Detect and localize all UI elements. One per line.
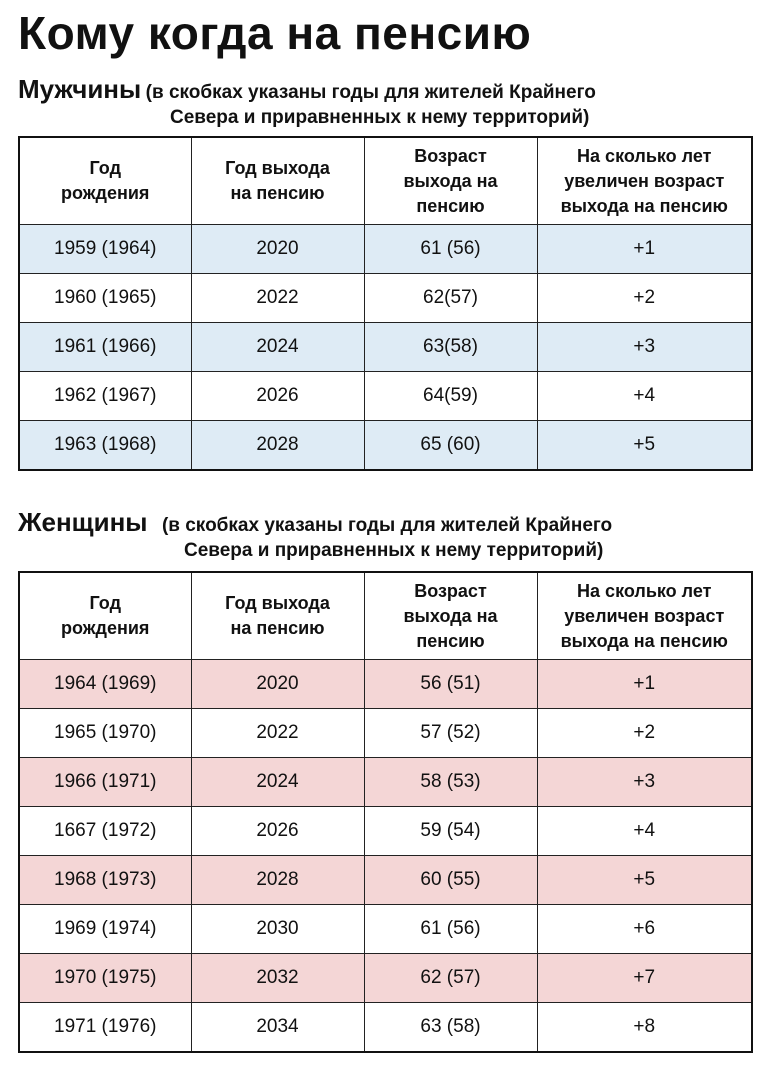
table-row — [19, 225, 752, 274]
birth-year-cell: 1964 (1969) — [19, 660, 191, 709]
table-row — [19, 274, 752, 323]
birth-year-cell: 1966 (1971) — [19, 758, 191, 807]
birth-year-cell: 1667 (1972) — [19, 807, 191, 856]
birth-year-cell: 1968 (1973) — [19, 856, 191, 905]
age-increase-cell: +5 — [537, 421, 752, 471]
retirement-year-cell: 2020 — [191, 660, 364, 709]
retirement-year-cell: 2030 — [191, 905, 364, 954]
women-section-heading — [18, 507, 612, 563]
table-header-row — [19, 137, 752, 225]
birth-year-cell: 1965 (1970) — [19, 709, 191, 758]
birth-year-cell: 1960 (1965) — [19, 274, 191, 323]
header-retirement-age: Возраст выхода на пенсию — [364, 137, 537, 225]
retirement-age-cell: 63(58) — [364, 323, 537, 372]
table-row — [19, 709, 752, 758]
age-increase-cell: +7 — [537, 954, 752, 1003]
retirement-age-cell: 64(59) — [364, 372, 537, 421]
retirement-age-cell: 65 (60) — [364, 421, 537, 471]
retirement-age-cell: 56 (51) — [364, 660, 537, 709]
retirement-age-cell: 62 (57) — [364, 954, 537, 1003]
birth-year-cell: 1971 (1976) — [19, 1003, 191, 1053]
women-note-line2: Севера и приравненных к нему территорий) — [184, 540, 604, 561]
age-increase-cell: +1 — [537, 660, 752, 709]
retirement-age-cell: 59 (54) — [364, 807, 537, 856]
retirement-year-cell: 2024 — [191, 323, 364, 372]
retirement-age-cell: 58 (53) — [364, 758, 537, 807]
age-increase-cell: +4 — [537, 372, 752, 421]
retirement-year-cell: 2028 — [191, 856, 364, 905]
retirement-year-cell: 2024 — [191, 758, 364, 807]
retirement-year-cell: 2028 — [191, 421, 364, 471]
table-row — [19, 758, 752, 807]
table-row — [19, 372, 752, 421]
age-increase-cell: +1 — [537, 225, 752, 274]
page-title: Кому когда на пенсию — [18, 7, 532, 59]
age-increase-cell: +6 — [537, 905, 752, 954]
header-retirement-age: Возраст выхода на пенсию — [364, 572, 537, 660]
age-increase-cell: +5 — [537, 856, 752, 905]
birth-year-cell: 1959 (1964) — [19, 225, 191, 274]
retirement-year-cell: 2022 — [191, 709, 364, 758]
retirement-year-cell: 2032 — [191, 954, 364, 1003]
birth-year-cell: 1969 (1974) — [19, 905, 191, 954]
age-increase-cell: +2 — [537, 709, 752, 758]
women-label: Женщины — [18, 507, 148, 537]
retirement-age-cell: 63 (58) — [364, 1003, 537, 1053]
header-birth-year: Год рождения — [19, 572, 191, 660]
table-row — [19, 1003, 752, 1053]
age-increase-cell: +4 — [537, 807, 752, 856]
table-row — [19, 807, 752, 856]
men-table — [18, 136, 753, 471]
age-increase-cell: +3 — [537, 758, 752, 807]
men-note-line2: Севера и приравненных к нему территорий) — [170, 107, 590, 128]
age-increase-cell: +2 — [537, 274, 752, 323]
age-increase-cell: +3 — [537, 323, 752, 372]
age-increase-cell: +8 — [537, 1003, 752, 1053]
table-row — [19, 954, 752, 1003]
retirement-age-cell: 61 (56) — [364, 225, 537, 274]
retirement-year-cell: 2022 — [191, 274, 364, 323]
header-retirement-year: Год выхода на пенсию — [191, 572, 364, 660]
men-label: Мужчины — [18, 74, 142, 104]
header-age-increase: На сколько лет увеличен возраст выхода на пенсию — [537, 137, 752, 225]
retirement-age-cell: 62(57) — [364, 274, 537, 323]
retirement-age-cell: 57 (52) — [364, 709, 537, 758]
table-row — [19, 905, 752, 954]
retirement-year-cell: 2026 — [191, 807, 364, 856]
retirement-year-cell: 2034 — [191, 1003, 364, 1053]
table-header-row — [19, 572, 752, 660]
birth-year-cell: 1961 (1966) — [19, 323, 191, 372]
retirement-year-cell: 2026 — [191, 372, 364, 421]
men-note-line1: (в скобках указаны годы для жителей Крайнего — [145, 82, 596, 103]
retirement-age-cell: 60 (55) — [364, 856, 537, 905]
birth-year-cell: 1963 (1968) — [19, 421, 191, 471]
header-birth-year: Год рождения — [19, 137, 191, 225]
women-note-line1: (в скобках указаны годы для жителей Крайнего — [161, 515, 613, 536]
birth-year-cell: 1970 (1975) — [19, 954, 191, 1003]
birth-year-cell: 1962 (1967) — [19, 372, 191, 421]
retirement-year-cell: 2020 — [191, 225, 364, 274]
retirement-age-cell: 61 (56) — [364, 905, 537, 954]
header-age-increase: На сколько лет увеличен возраст выхода на пенсию — [537, 572, 752, 660]
header-retirement-year: Год выхода на пенсию — [191, 137, 364, 225]
table-row — [19, 856, 752, 905]
table-row — [19, 660, 752, 709]
women-table — [18, 571, 753, 1053]
table-row — [19, 421, 752, 471]
men-section-heading — [18, 74, 596, 130]
table-row — [19, 323, 752, 372]
